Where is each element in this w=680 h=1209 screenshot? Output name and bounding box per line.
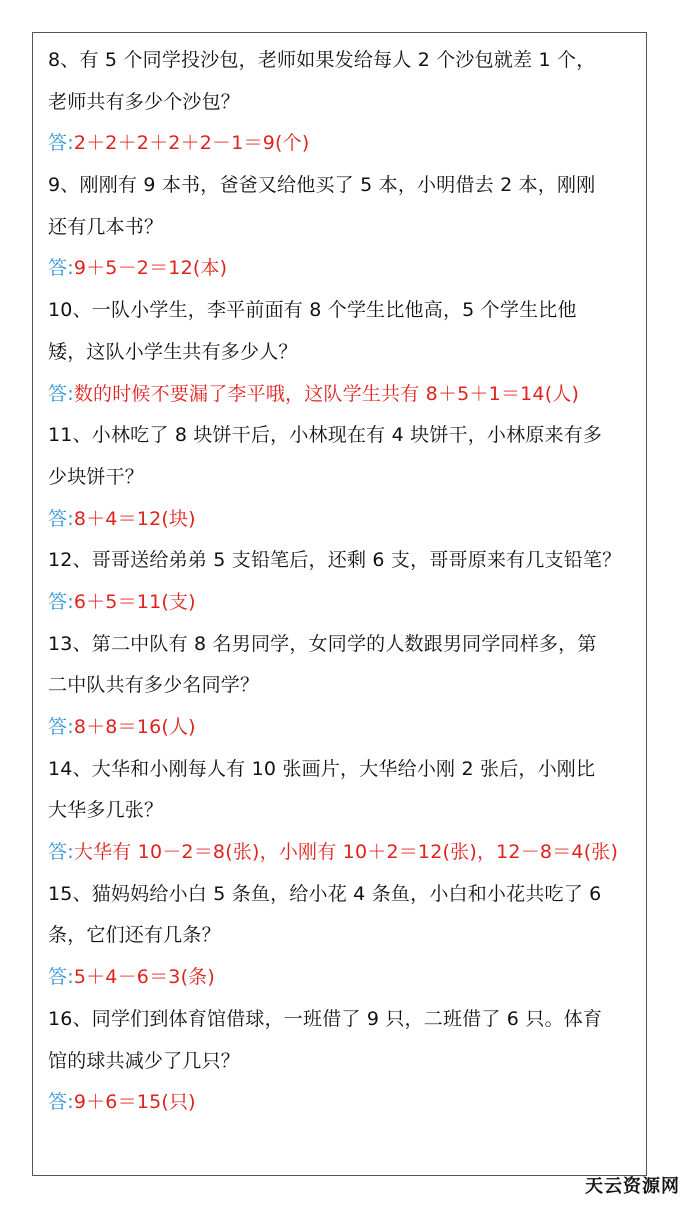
problem-10-line-1: 10、一队小学生，李平前面有 8 个学生比他高，5 个学生比他 (48, 299, 577, 322)
answer-text: 6＋5＝11(支) (73, 590, 196, 613)
answer-text: 9＋5－2＝12(本) (73, 257, 228, 280)
problem-13-line-2: 二中队共有多少名同学？ (48, 674, 260, 697)
problem-13-answer (48, 707, 680, 749)
answer-prefix: 答: (48, 841, 74, 864)
problem-12-line-1: 12、哥哥送给弟弟 5 支铅笔后，还剩 6 支，哥哥原来有几支铅笔？ (48, 549, 622, 572)
answer-prefix: 答: (48, 590, 74, 613)
answer-text: 9＋6＝15(只) (73, 1091, 196, 1114)
problem-15-answer (48, 957, 680, 999)
problem-8-answer (48, 123, 680, 165)
answer-prefix: 答: (48, 382, 74, 405)
problem-13-line-1: 13、第二中队有 8 名男同学，女同学的人数跟男同学同样多，第 (48, 632, 597, 655)
problem-10-answer (48, 374, 680, 416)
answer-text: 5＋4－6＝3(条) (73, 966, 215, 989)
problem-14-line-1: 14、大华和小刚每人有 10 张画片，大华给小刚 2 张后，小刚比 (48, 757, 596, 780)
answer-text: 数的时候不要漏了李平哦，这队学生共有 8＋5＋1＝14(人) (73, 382, 580, 405)
answer-text: 8＋8＝16(人) (73, 716, 196, 738)
problem-list (48, 40, 680, 1124)
answer-prefix: 答: (48, 257, 74, 280)
problem-15-line-1: 15、猫妈妈给小白 5 条鱼，给小花 4 条鱼，小白和小花共吃了 6 (48, 882, 602, 905)
problem-16-line-2: 馆的球共减少了几只？ (48, 1049, 241, 1072)
problem-12-answer (48, 582, 680, 624)
problem-8-line-2: 老师共有多少个沙包？ (48, 90, 241, 113)
answer-prefix: 答: (48, 716, 74, 738)
problem-14-answer (48, 832, 680, 874)
problem-11-answer (48, 499, 680, 541)
watermark-logo: 天云资源网 (585, 1176, 680, 1197)
problem-16-answer (48, 1082, 680, 1124)
answer-prefix: 答: (48, 132, 74, 155)
problem-9-answer (48, 248, 680, 290)
problem-11-line-1: 11、小林吃了 8 块饼干后，小林现在有 4 块饼干，小林原来有多 (48, 424, 603, 447)
answer-text: 大华有 10－2＝8(张)，小刚有 10＋2＝12(张)，12－8＝4(张) (73, 841, 619, 864)
problem-15-line-2: 条，它们还有几条？ (48, 924, 221, 947)
answer-text: 2＋2＋2＋2＋2－1＝9(个) (73, 132, 310, 155)
answer-prefix: 答: (48, 1091, 74, 1114)
problem-9-line-1: 9、刚刚有 9 本书，爸爸又给他买了 5 本，小明借去 2 本，刚刚 (48, 174, 596, 197)
problem-16-line-1: 16、同学们到体育馆借球，一班借了 9 只，二班借了 6 只。体育 (48, 1007, 603, 1030)
problem-14-line-2: 大华多几张？ (48, 799, 164, 822)
problem-9-line-2: 还有几本书？ (48, 215, 164, 238)
problem-10-line-2: 矮，这队小学生共有多少人？ (48, 340, 298, 363)
answer-prefix: 答: (48, 507, 74, 530)
answer-text: 8＋4＝12(块) (73, 507, 196, 530)
answer-prefix: 答: (48, 966, 74, 989)
problem-11-line-2: 少块饼干？ (48, 465, 145, 488)
problem-8-line-1: 8、有 5 个同学投沙包，老师如果发给每人 2 个沙包就差 1 个， (48, 49, 596, 71)
